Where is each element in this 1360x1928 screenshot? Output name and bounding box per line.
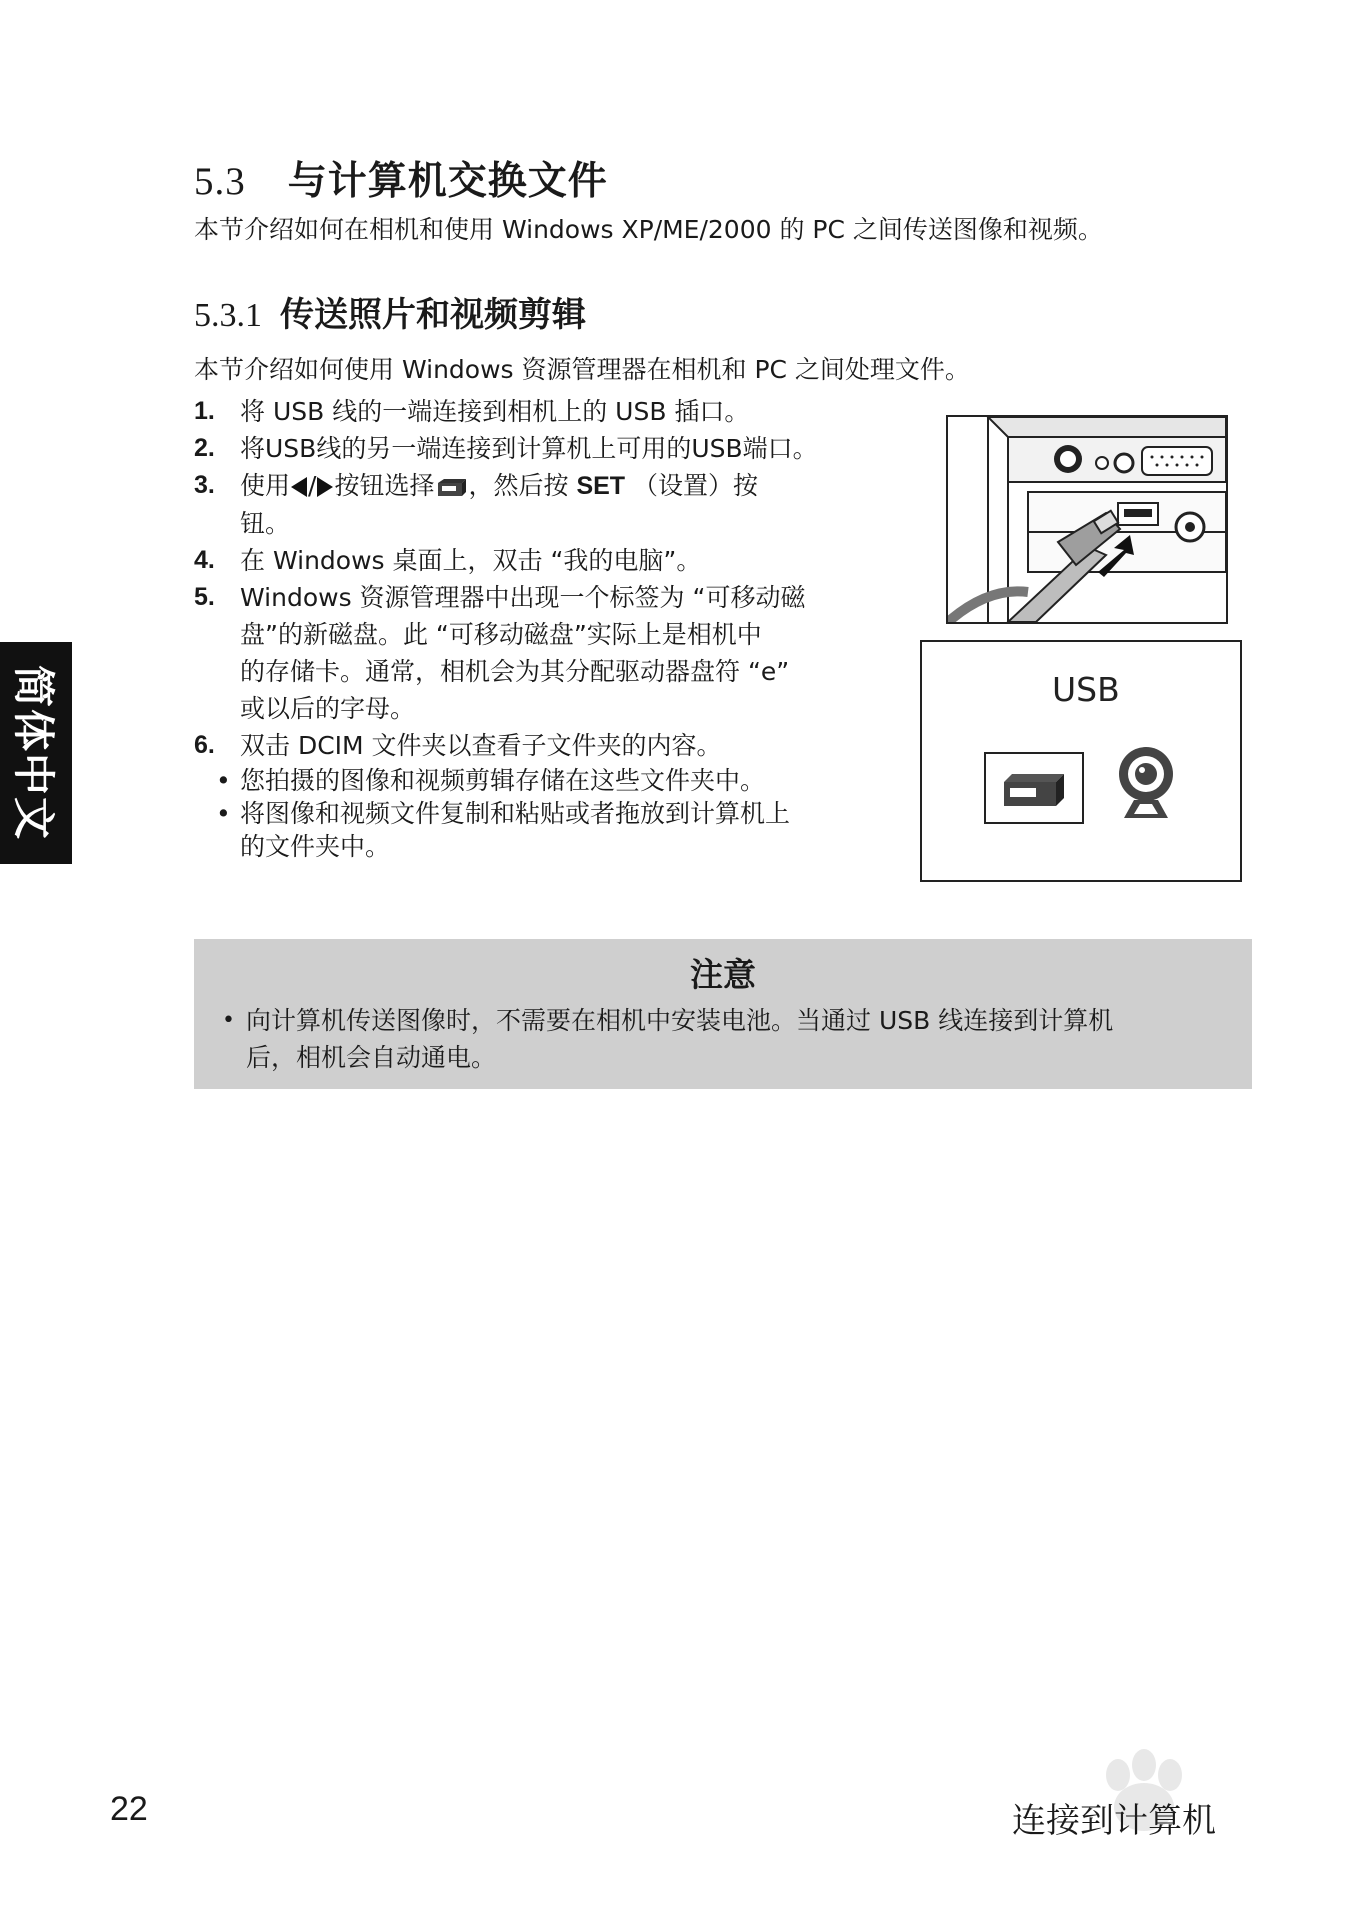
step-text: 将USB线的另一端连接到计算机上可用的USB端口。 bbox=[240, 434, 818, 463]
note-bullet-mark: • bbox=[222, 1008, 235, 1033]
step-text: 在 Windows 桌面上，双击 “我的电脑”。 bbox=[240, 546, 702, 575]
section-intro-text: 本节介绍如何在相机和使用 Windows XP/ME/2000 的 PC 之间传送图像和视频。 bbox=[194, 215, 1103, 244]
step-line: 的存储卡。通常，相机会为其分配驱动器盘符 “e” bbox=[240, 657, 790, 686]
note-box bbox=[194, 939, 1252, 1089]
step-line: Windows 资源管理器中出现一个标签为 “可移动磁 bbox=[240, 583, 806, 612]
steps-list bbox=[194, 393, 894, 863]
webcam-icon bbox=[1114, 744, 1178, 826]
step-text-tail: （设置）按 bbox=[633, 471, 759, 500]
note-line: 后，相机会自动通电。 bbox=[246, 1043, 497, 1072]
section-number: 5.3 bbox=[194, 160, 246, 203]
subsection-number: 5.3.1 bbox=[194, 297, 262, 334]
step-text-slash: / bbox=[308, 471, 317, 500]
note-text bbox=[222, 1002, 1232, 1076]
usb-connection-illustration bbox=[946, 415, 1228, 624]
step-text-pre: 使用 bbox=[240, 471, 291, 500]
step-item bbox=[194, 393, 894, 430]
step-text-post: ，然后按 bbox=[468, 471, 569, 500]
step-number: 3. bbox=[194, 471, 215, 499]
step-text-mid: 按钮选择 bbox=[334, 471, 435, 500]
step-item bbox=[194, 579, 894, 727]
step-number: 1. bbox=[194, 397, 215, 425]
step-item bbox=[194, 430, 894, 467]
step-number: 5. bbox=[194, 583, 215, 611]
footer-chapter-title: 连接到计算机 bbox=[1012, 1801, 1216, 1841]
page-number: 22 bbox=[110, 1790, 148, 1828]
bullet-line: 将图像和视频文件复制和粘贴或者拖放到计算机上 bbox=[240, 799, 791, 828]
left-triangle-icon bbox=[290, 476, 308, 498]
step-number: 6. bbox=[194, 731, 215, 759]
step-text: 双击 DCIM 文件夹以查看子文件夹的内容。 bbox=[240, 731, 722, 760]
bullet-line: 您拍摄的图像和视频剪辑存储在这些文件夹中。 bbox=[240, 766, 766, 795]
side-tab-label: 简体中文 bbox=[9, 664, 58, 842]
step-item bbox=[194, 467, 894, 542]
right-triangle-icon bbox=[316, 476, 334, 498]
step-item bbox=[194, 727, 894, 764]
usb-mode-icon bbox=[434, 475, 468, 499]
step-number: 2. bbox=[194, 434, 215, 462]
step-line: 或以后的字母。 bbox=[240, 694, 416, 723]
section-title bbox=[194, 150, 608, 206]
step-number: 4. bbox=[194, 546, 215, 574]
section-intro bbox=[194, 210, 1103, 246]
note-line: 向计算机传送图像时，不需要在相机中安装电池。当通过 USB 线连接到计算机 bbox=[246, 1006, 1114, 1035]
step-text-tail2: 钮。 bbox=[240, 509, 291, 538]
section-title-text: 与计算机交换文件 bbox=[287, 159, 608, 204]
step-text: 将 USB 线的一端连接到相机上的 USB 插口。 bbox=[240, 397, 750, 426]
bullet-item bbox=[194, 797, 894, 863]
usb-panel-label: USB bbox=[1052, 670, 1120, 709]
usb-mode-panel bbox=[920, 640, 1242, 882]
language-side-tab bbox=[0, 642, 72, 864]
step-line: 盘”的新磁盘。此 “可移动磁盘”实际上是相机中 bbox=[240, 620, 762, 649]
pc-back-panel-drawing bbox=[948, 417, 1226, 622]
set-button-label: SET bbox=[576, 472, 626, 500]
step-item bbox=[194, 542, 894, 579]
note-title: 注意 bbox=[690, 955, 756, 994]
bullet-item bbox=[194, 764, 894, 797]
bullet-mark: • bbox=[216, 766, 231, 795]
bullet-line: 的文件夹中。 bbox=[240, 832, 391, 861]
usb-port-icon bbox=[984, 752, 1084, 824]
subsection-title bbox=[194, 287, 586, 336]
subsection-intro: 本节介绍如何使用 Windows 资源管理器在相机和 PC 之间处理文件。 bbox=[194, 355, 970, 384]
bullet-mark: • bbox=[216, 799, 231, 828]
subsection-title-text: 传送照片和视频剪辑 bbox=[280, 295, 586, 335]
